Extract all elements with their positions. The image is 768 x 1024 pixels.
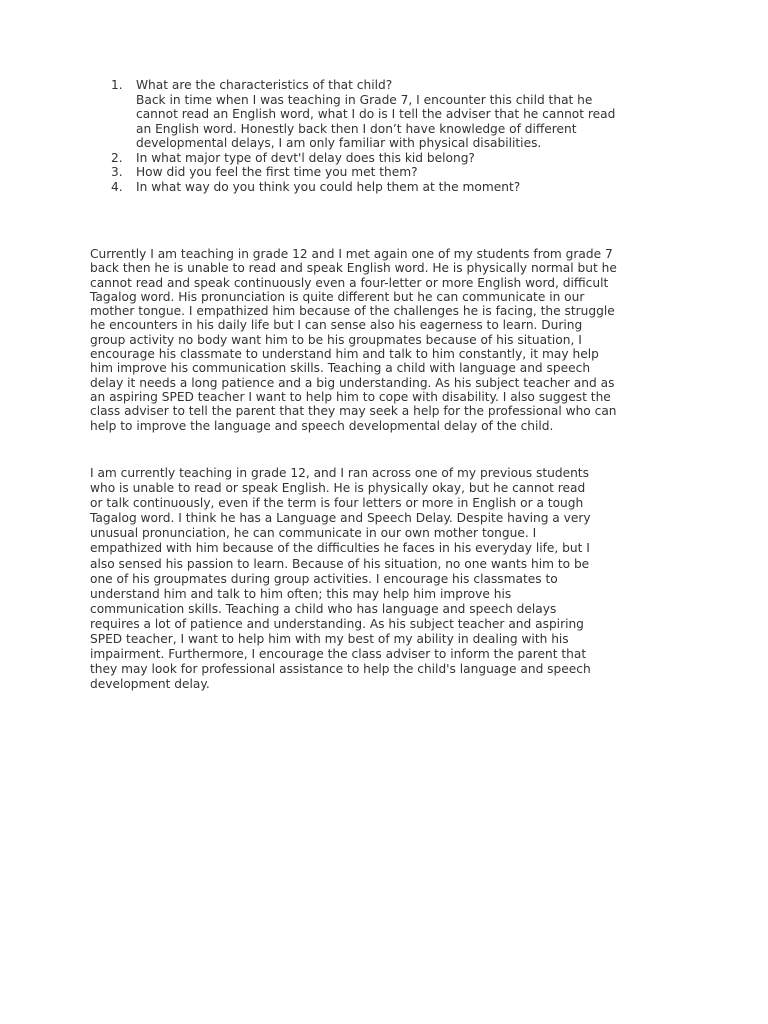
question-answer: Back in time when I was teaching in Grade 7, I encounter this child that he cannot read an English word, what I do is I tell the adviser that he cannot read an English word. Honestly back then I don’t have knowledge of different developmental delays, I am only familiar with physical disabilities. bbox=[136, 92, 616, 150]
question-text: In what major type of devt'l delay does this kid belong? bbox=[136, 150, 475, 165]
body-paragraph-2: I am currently teaching in grade 12, and I ran across one of my previous students who is unable to read or speak English. He is physically okay, but he cannot read or talk continuously, even if the term is four letters or more in English or a tough Tagalog word. I think he has a Language and Speech Delay. Despite having a very unusual pronunciation, he can communicate in our own mother tongue. I empathized with him because of the difficulties he faces in his everyday life, but I also sensed his passion to learn. Because of his situation, no one wants him to be one of his groupmates during group activities. I encourage his classmates to understand him and talk to him often; this may help him improve his communication skills. Teaching a child who has language and speech delays requires a lot of patience and understanding. As his subject teacher and aspiring SPED teacher, I want to help him with my best of my ability in dealing with his impairment. Furthermore, I encourage the class adviser to inform the parent that they may look for professional assistance to help the child's language and speech development delay. bbox=[90, 466, 591, 692]
question-number: 4. bbox=[111, 179, 123, 194]
question-item-2 bbox=[111, 151, 681, 166]
question-text: In what way do you think you could help them at the moment? bbox=[136, 179, 521, 194]
question-number: 2. bbox=[111, 150, 123, 165]
question-list bbox=[111, 78, 681, 194]
question-text: How did you feel the first time you met them? bbox=[136, 165, 418, 179]
question-text: What are the characteristics of that child? bbox=[136, 78, 393, 92]
question-item-1 bbox=[111, 78, 681, 151]
question-number: 3. bbox=[111, 165, 123, 179]
question-item-3 bbox=[111, 165, 681, 180]
question-number: 1. bbox=[111, 78, 123, 92]
body-paragraph-1: Currently I am teaching in grade 12 and I met again one of my students from grade 7 back then he is unable to read and speak English word. He is physically normal but he cannot read and speak continuously even a four-letter or more English word, difficult Tagalog word. His pronunciation is quite different but he can communicate in our mother tongue. I empathized him because of the challenges he is facing, the struggle he encounters in his daily life but I can sense also his eagerness to learn. During group activity no body want him to be his groupmates because of his situation, I encourage his classmate to understand him and talk to him constantly, it may help him improve his communication skills. Teaching a child with language and speech delay it needs a long patience and a big understanding. As his subject teacher and as an aspiring SPED teacher I want to help him to cope with disability. I also suggest the class adviser to tell the parent that they may seek a help for the professional who can help to improve the language and speech developmental delay of the child. bbox=[90, 247, 617, 433]
question-item-4 bbox=[111, 180, 681, 195]
